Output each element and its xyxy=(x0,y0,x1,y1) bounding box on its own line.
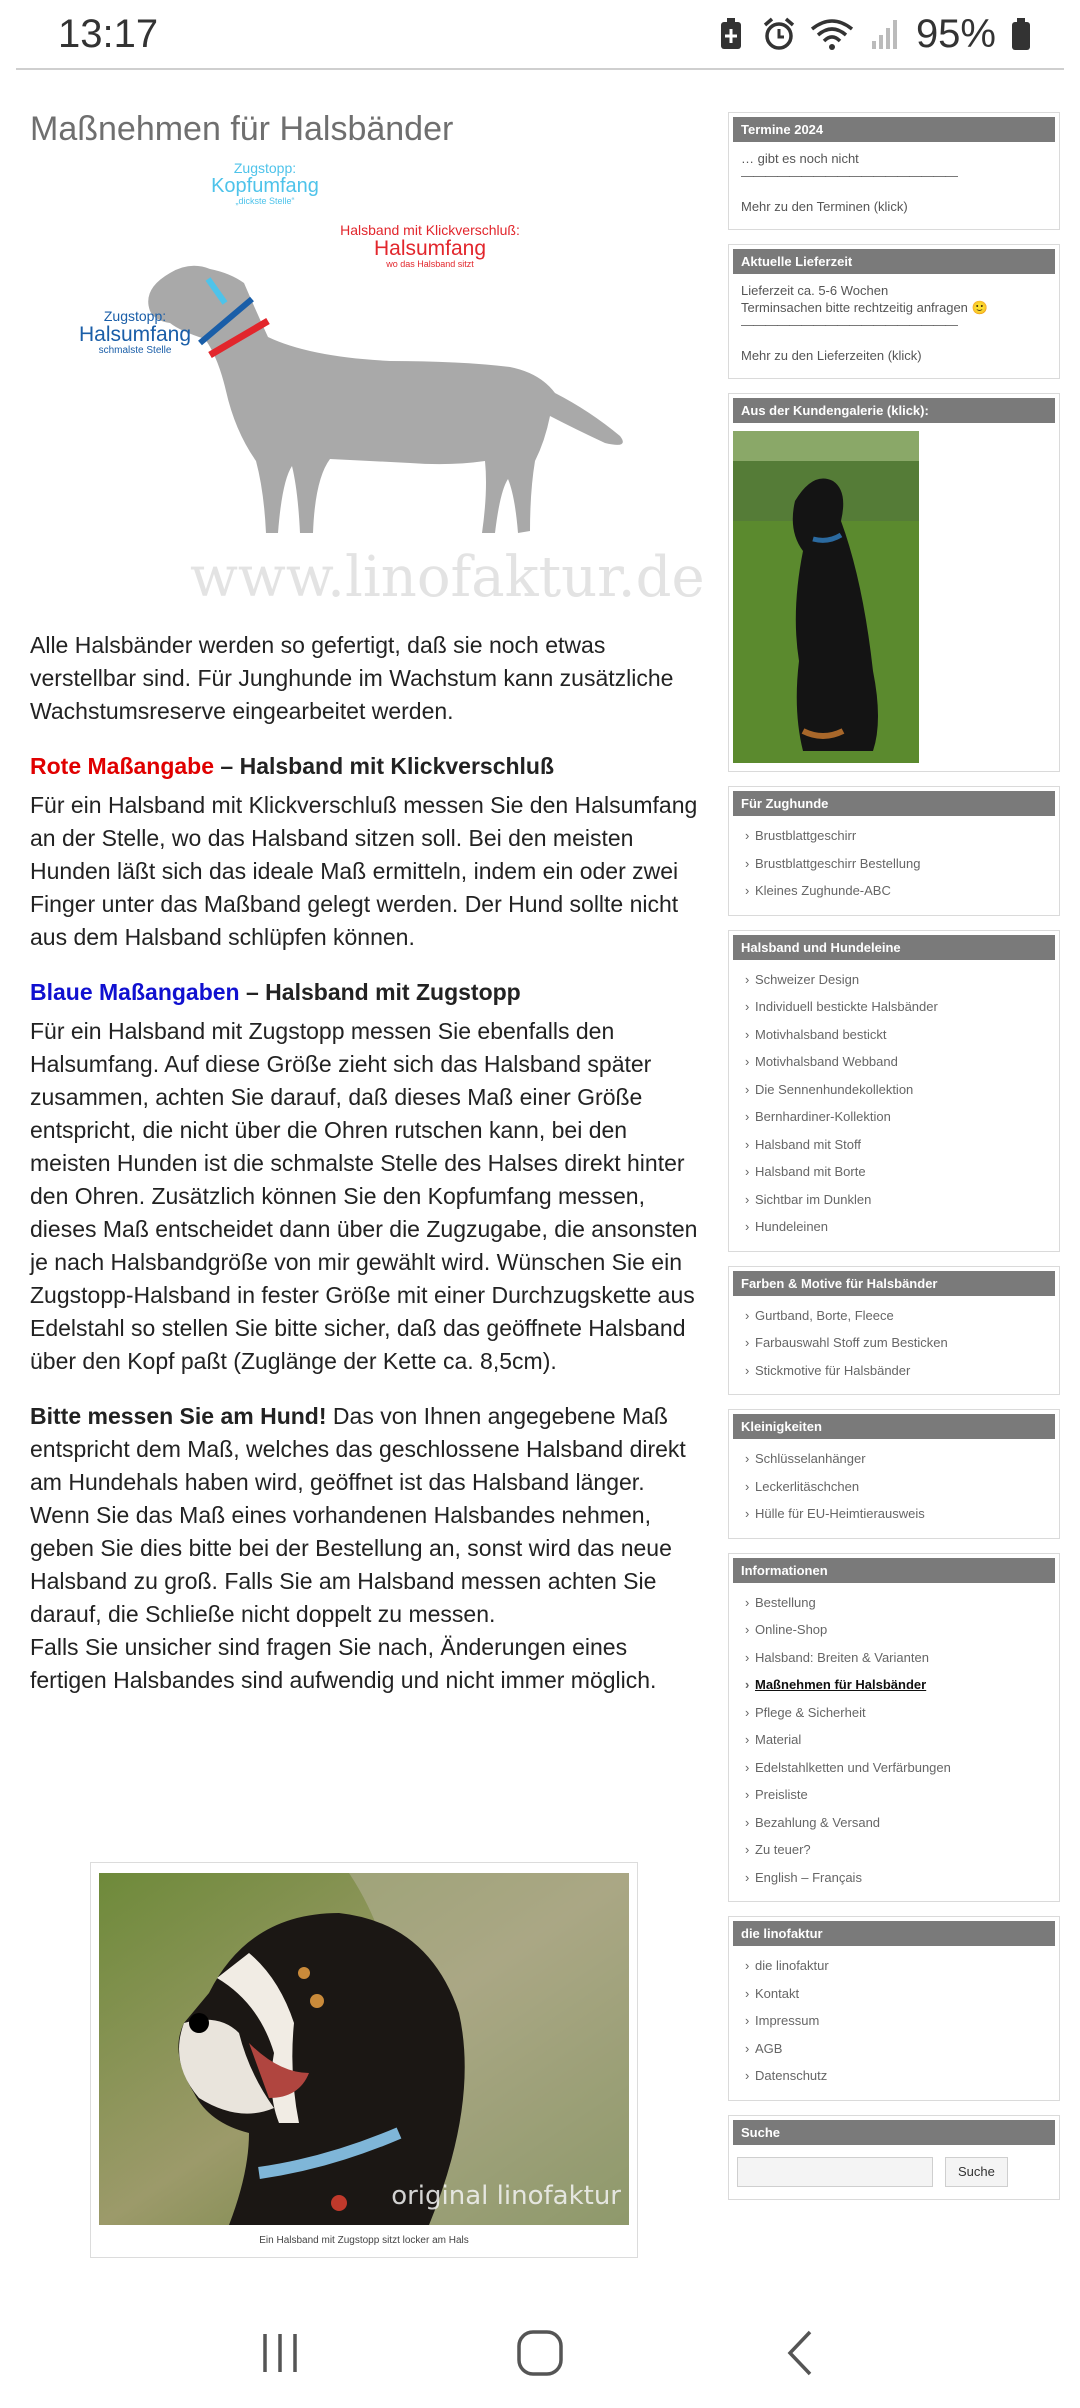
menu-link[interactable]: › Farbauswahl Stoff zum Besticken xyxy=(755,1329,1047,1357)
sidebar xyxy=(728,112,1060,2214)
menu-link[interactable]: › Schweizer Design xyxy=(755,966,1047,994)
red-label: Rote Maßangabe xyxy=(30,753,215,779)
back-button[interactable] xyxy=(760,2313,840,2393)
menu-link[interactable]: › Motivhalsband Webband xyxy=(755,1048,1047,1076)
widget-title: Kleinigkeiten xyxy=(733,1414,1055,1439)
widget-title: Aktuelle Lieferzeit xyxy=(733,249,1055,274)
diagram-neck-label: Zugstopp: Halsumfang schmalste Stelle xyxy=(78,308,192,356)
menu-link[interactable]: › Bezahlung & Versand xyxy=(755,1809,1047,1837)
page-title: Maßnehmen für Halsbänder xyxy=(30,110,454,148)
wifi-icon xyxy=(810,17,854,51)
photo-caption: Ein Halsband mit Zugstopp sitzt locker am Hals xyxy=(259,2235,469,2246)
menu-link[interactable]: › Online-Shop xyxy=(755,1616,1047,1644)
menu-link[interactable]: › Preisliste xyxy=(755,1781,1047,1809)
menu-link[interactable]: › Gurtband, Borte, Fleece xyxy=(755,1302,1047,1330)
widget-lieferzeit xyxy=(728,244,1060,379)
battery-percent: 95% xyxy=(915,11,996,56)
status-time: 13:17 xyxy=(58,11,159,56)
menu-link[interactable]: › Zu teuer? xyxy=(755,1836,1047,1864)
lieferzeit-link[interactable]: Mehr zu den Lieferzeiten (klick) xyxy=(741,348,922,363)
photo-watermark: original linofaktur xyxy=(391,2181,621,2211)
menu-link[interactable]: › Bestellung xyxy=(755,1589,1047,1617)
widget-halsband xyxy=(728,930,1060,1252)
widget-galerie xyxy=(728,393,1060,772)
battery-icon xyxy=(1010,17,1032,51)
menu-link[interactable]: › Edelstahlketten und Verfärbungen xyxy=(755,1754,1047,1782)
menu-link[interactable]: › Die Sennenhundekollektion xyxy=(755,1076,1047,1104)
divider-rule: —————————————————— xyxy=(741,317,957,332)
blue-text: Für ein Halsband mit Zugstopp messen Sie ebenfalls den Halsumfang. Auf diese Größe zieht sich das Halsband später zusammen, achten Sie darauf, daß dieses Maß einer Größe entspricht, die nicht über die Ohren rutschen kann, bei den meisten Hunden ist die schmalste Stelle des Halses direkt hinter den Ohren. Zusätzlich können Sie den Kopfumfang messen, dieses Maß entscheidet dann über die Zugzugabe, die ansonsten je nach Halsbandgröße von mir gewählt wird. Wünschen Sie ein Zugstopp-Halsband in fester Größe mit einer Durchzugskette aus Edelstahl so stellen Sie bitte sicher, daß das geöffnete Halsband über den Kopf paßt (Zuglänge der Kette ca. 8,5cm). xyxy=(30,1018,698,1374)
widget-title: Termine 2024 xyxy=(733,117,1055,142)
home-icon xyxy=(515,2328,565,2378)
back-icon xyxy=(780,2328,820,2378)
widget-title: Halsband und Hundeleine xyxy=(733,935,1055,960)
termine-text: … gibt es noch nicht xyxy=(741,151,859,166)
red-heading: Rote Maßangabe – Halsband mit Klickverschluß xyxy=(30,753,555,779)
menu-link[interactable]: › Individuell bestickte Halsbänder xyxy=(755,993,1047,1021)
diagram-click-label: Halsband mit Klickverschluß: Halsumfang wo das Halsband sitzt xyxy=(340,222,520,269)
status-icons xyxy=(714,12,1032,57)
unsure-text: Falls Sie unsicher sind fragen Sie nach, Änderungen eines fertigen Halsbandes sind aufwendig und nicht immer möglich. xyxy=(30,1634,657,1693)
termine-link[interactable]: Mehr zu den Terminen (klick) xyxy=(741,199,908,214)
lieferzeit-line1: Lieferzeit ca. 5-6 Wochen xyxy=(741,283,889,298)
menu-link[interactable]: › Bernhardiner-Kollektion xyxy=(755,1103,1047,1131)
menu-link[interactable]: › die linofaktur xyxy=(755,1952,1047,1980)
menu-link[interactable]: › Kontakt xyxy=(755,1980,1047,2008)
intro-text: Alle Halsbänder werden so gefertigt, daß sie noch etwas verstellbar sind. Für Junghunde im Wachstum kann zusätzliche Wachstumsreserve eingearbeitet werden. xyxy=(30,632,674,724)
menu-link[interactable]: › Motivhalsband bestickt xyxy=(755,1021,1047,1049)
recent-apps-icon xyxy=(257,2330,303,2376)
blue-label: Blaue Maßangaben xyxy=(30,979,240,1005)
menu-link[interactable]: › Kleines Zughunde-ABC xyxy=(755,877,1047,905)
status-bar xyxy=(0,0,1080,68)
status-divider xyxy=(16,68,1064,70)
menu-link[interactable]: › Material xyxy=(755,1726,1047,1754)
widget-title: Aus der Kundengalerie (klick): xyxy=(733,398,1055,423)
signal-icon xyxy=(868,17,902,51)
search-input[interactable] xyxy=(737,2157,933,2187)
menu-link[interactable]: › Stickmotive für Halsbänder xyxy=(755,1357,1047,1385)
widget-kleinigkeiten xyxy=(728,1409,1060,1539)
widget-farben xyxy=(728,1266,1060,1396)
menu-link[interactable]: › Leckerlitäschchen xyxy=(755,1473,1047,1501)
menu-link-active[interactable]: › Maßnehmen für Halsbänder xyxy=(755,1671,1047,1699)
battery-saver-icon xyxy=(714,17,748,51)
widget-title: die linofaktur xyxy=(733,1921,1055,1946)
measuring-diagram xyxy=(30,160,705,610)
menu-link[interactable]: › Sichtbar im Dunklen xyxy=(755,1186,1047,1214)
menu-link[interactable]: › English – Français xyxy=(755,1864,1047,1892)
measure-text: Bitte messen Sie am Hund! Das von Ihnen angegebene Maß entspricht dem Maß, welches das geschlossene Halsband direkt am Hundehals haben wird, geöffnet ist das Halsband länger. Wenn Sie das Maß eines vorhandenen Halsbandes nehmen, geben Sie dies bitte bei der Bestellung an, sonst wird das neue Halsband zu groß. Falls Sie am Halsband messen achten Sie darauf, die Schließe nicht doppelt zu messen. xyxy=(30,1403,686,1627)
menu-link[interactable]: › Schlüsselanhänger xyxy=(755,1445,1047,1473)
menu-link[interactable]: › Pflege & Sicherheit xyxy=(755,1699,1047,1727)
diagram-watermark: www.linofaktur.de xyxy=(190,545,705,610)
recent-apps-button[interactable] xyxy=(240,2313,320,2393)
diagram-head-label: Zugstopp: Kopfumfang „dickste Stelle“ xyxy=(211,160,319,206)
search-button[interactable]: Suche xyxy=(945,2157,1008,2187)
navigation-bar xyxy=(0,2298,1080,2408)
red-text: Für ein Halsband mit Klickverschluß messen Sie den Halsumfang an der Stelle, wo das Halsband sitzen soll. Bei den meisten Hunden läßt sich das ideale Maß ermitteln, indem ein oder zwei Finger unter das Maßband gelegt werden. Der Hund sollte nicht aus dem Halsband schlüpfen können. xyxy=(30,792,698,950)
widget-title: Suche xyxy=(733,2120,1055,2145)
menu-link[interactable]: › Halsband: Breiten & Varianten xyxy=(755,1644,1047,1672)
widget-title: Informationen xyxy=(733,1558,1055,1583)
menu-link[interactable]: › Halsband mit Borte xyxy=(755,1158,1047,1186)
widget-informationen xyxy=(728,1553,1060,1903)
home-button[interactable] xyxy=(500,2313,580,2393)
widget-termine xyxy=(728,112,1060,230)
menu-link[interactable]: › Hundeleinen xyxy=(755,1213,1047,1241)
widget-linofaktur xyxy=(728,1916,1060,2101)
gallery-image[interactable] xyxy=(733,431,919,763)
menu-link[interactable]: › Brustblattgeschirr Bestellung xyxy=(755,850,1047,878)
widget-title: Farben & Motive für Halsbänder xyxy=(733,1271,1055,1296)
photo-card xyxy=(90,1862,638,2258)
menu-link[interactable]: › Impressum xyxy=(755,2007,1047,2035)
lieferzeit-line2: Terminsachen bitte rechtzeitig anfragen 🙂 xyxy=(741,300,988,315)
alarm-icon xyxy=(762,17,796,51)
menu-link[interactable]: › Hülle für EU-Heimtierausweis xyxy=(755,1500,1047,1528)
menu-link[interactable]: › Datenschutz xyxy=(755,2062,1047,2090)
dog-photo[interactable] xyxy=(99,1873,629,2225)
menu-link[interactable]: › AGB xyxy=(755,2035,1047,2063)
main-content xyxy=(30,110,705,1697)
widget-title: Für Zughunde xyxy=(733,791,1055,816)
blue-heading: Blaue Maßangaben – Halsband mit Zugstopp xyxy=(30,979,521,1005)
menu-link[interactable]: › Halsband mit Stoff xyxy=(755,1131,1047,1159)
widget-zughunde xyxy=(728,786,1060,916)
divider-rule: —————————————————— xyxy=(741,168,957,183)
menu-link[interactable]: › Brustblattgeschirr xyxy=(755,822,1047,850)
widget-suche xyxy=(728,2115,1060,2200)
